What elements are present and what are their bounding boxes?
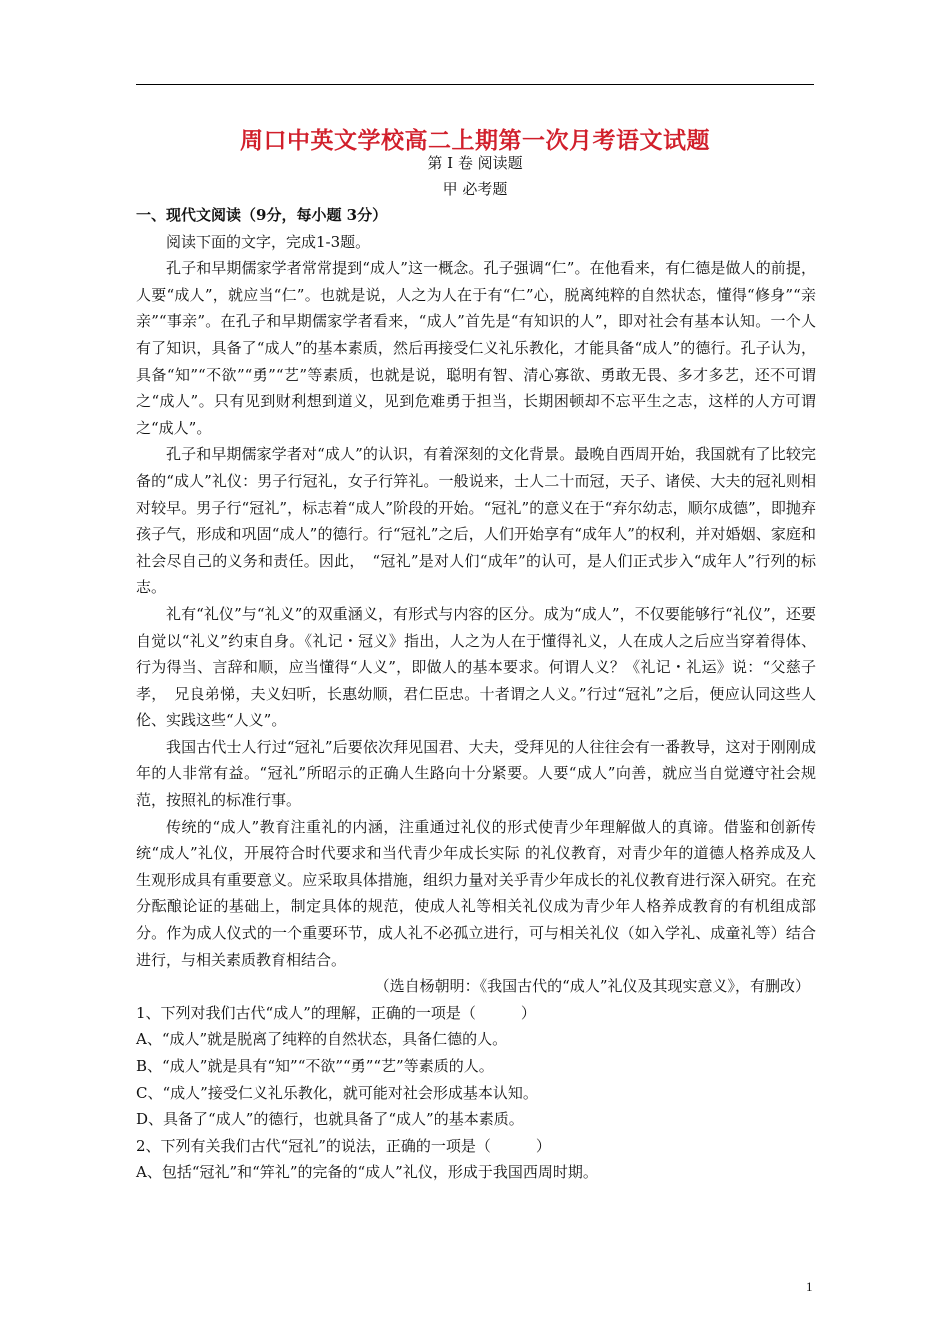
passage-paragraph: 孔子和早期儒家学者常常提到“成人”这一概念。孔子强调“仁”。在他看来，有仁德是做人的前提，人要“成人”，就应当“仁”。也就是说，人之为人在于有“仁”心，脱离纯粹的自然状态，懂得“修身”“亲亲”“事亲”。在孔子和早期儒家学者看来，“成人”首先是“有知识的人”，即对社会有基本认知。一个人有了知识，具备了“成人”的基本素质，然后再接受仁义礼乐教化，才能具备“成人”的德行。孔子认为，具备“知”“不欲”“勇”“艺”等素质，也就是说，聪明有智、清心寡欲、勇敢无畏、多才多艺，还不可谓之“成人”。只有见到财利想到道义，见到危难勇于担当，长期困顿却不忘平生之志，这样的人方可谓之“成人”。 <box>136 259 816 437</box>
reading-instruction: 阅读下面的文字，完成1-3题。 <box>166 232 371 251</box>
exam-title: 周口中英文学校高二上期第一次月考语文试题 <box>240 127 710 154</box>
exam-body <box>136 202 816 1186</box>
passage-paragraph: 孔子和早期儒家学者对“成人”的认识，有着深刻的文化背景。最晚自西周开始，我国就有了比较完备的“成人”礼仪：男子行冠礼，女子行笄礼。一般说来，士人二十而冠，天子、诸侯、大夫的冠礼则相对较早。男子行“冠礼”，标志着“成人”阶段的开始。“冠礼”的意义在于“弃尔幼志，顺尔成德”，即抛弃孩子气，形成和巩固“成人”的德行。行“冠礼”之后，人们开始享有“成年人”的权利，并对婚姻、家庭和社会尽自己的义务和责任。因此， “冠礼”是对人们“成年”的认可，是人们正式步入“成年人”行列的标志。 <box>136 445 816 597</box>
volume-label: 第 I 卷 阅读题 <box>427 154 523 172</box>
passage-paragraph: 我国古代士人行过“冠礼”后要依次拜见国君、大夫，受拜见的人往往会有一番教导，这对于刚刚成年的人非常有益。“冠礼”所昭示的正确人生路向十分紧要。人要“成人”向善，就应当自觉遵守社会规范，按照礼的标准行事。 <box>136 737 816 810</box>
question-option: B、“成人”就是具有“知”“不欲”“勇”“艺”等素质的人。 <box>136 1057 494 1075</box>
question-stem: 1、下列对我们古代“成人”的理解，正确的一项是（ ） <box>136 1003 536 1022</box>
part-label: 甲 必考题 <box>442 180 508 198</box>
question-option: C、“成人”接受仁义礼乐教化，就可能对社会形成基本认知。 <box>136 1083 538 1102</box>
header-rule <box>136 84 814 85</box>
passage-source: （选自杨朝明：《我国古代的“成人”礼仪及其现实意义》，有删改） <box>374 977 810 996</box>
question-option: A、“成人”就是脱离了纯粹的自然状态，具备仁德的人。 <box>136 1030 508 1049</box>
page-number: 1 <box>806 1279 813 1294</box>
question-option: D、具备了“成人”的德行，也就具备了“成人”的基本素质。 <box>136 1110 524 1129</box>
passage-paragraph: 传统的“成人”教育注重礼的内涵，注重通过礼仪的形式使青少年理解做人的真谛。借鉴和创新传统“成人”礼仪，开展符合时代要求和当代青少年成长实际 的礼仪教育，对青少年的道德人格养成及人生观形成具有重要意义。应采取具体措施，组织力量对关乎青少年成长的礼仪教育进行深入研究。在充分酝酿论证的基础上，制定具体的规范，使成人礼等相关礼仪成为青少年人格养成教育的有机组成部分。作为成人仪式的一个重要环节，成人礼不必孤立进行，可与相关礼仪（如入学礼、成童礼等）结合进行，与相关素质教育相结合。 <box>136 817 816 969</box>
question-stem: 2、下列有关我们古代“冠礼”的说法，正确的一项是（ ） <box>136 1136 551 1155</box>
section-heading: 一、现代文阅读（9分，每小题 3分） <box>136 206 388 224</box>
question-option: A、包括“冠礼”和“笄礼”的完备的“成人”礼仪，形成于我国西周时期。 <box>136 1163 598 1182</box>
passage-paragraph: 礼有“礼仪”与“礼义”的双重涵义，有形式与内容的区分。成为“成人”，不仅要能够行“礼仪”，还要自觉以“礼义”约束自身。《礼记・冠义》指出，人之为人在于懂得礼义，人在成人之后应当穿着得体、行为得当、言辞和顺，应当懂得“人义”，即做人的基本要求。何谓人义？《礼记・礼运》说：“父慈子孝， 兄良弟悌，夫义妇听，长惠幼顺，君仁臣忠。十者谓之人义。”行过“冠礼”之后，便应认同这些人伦、实践这些“人义”。 <box>136 604 816 730</box>
